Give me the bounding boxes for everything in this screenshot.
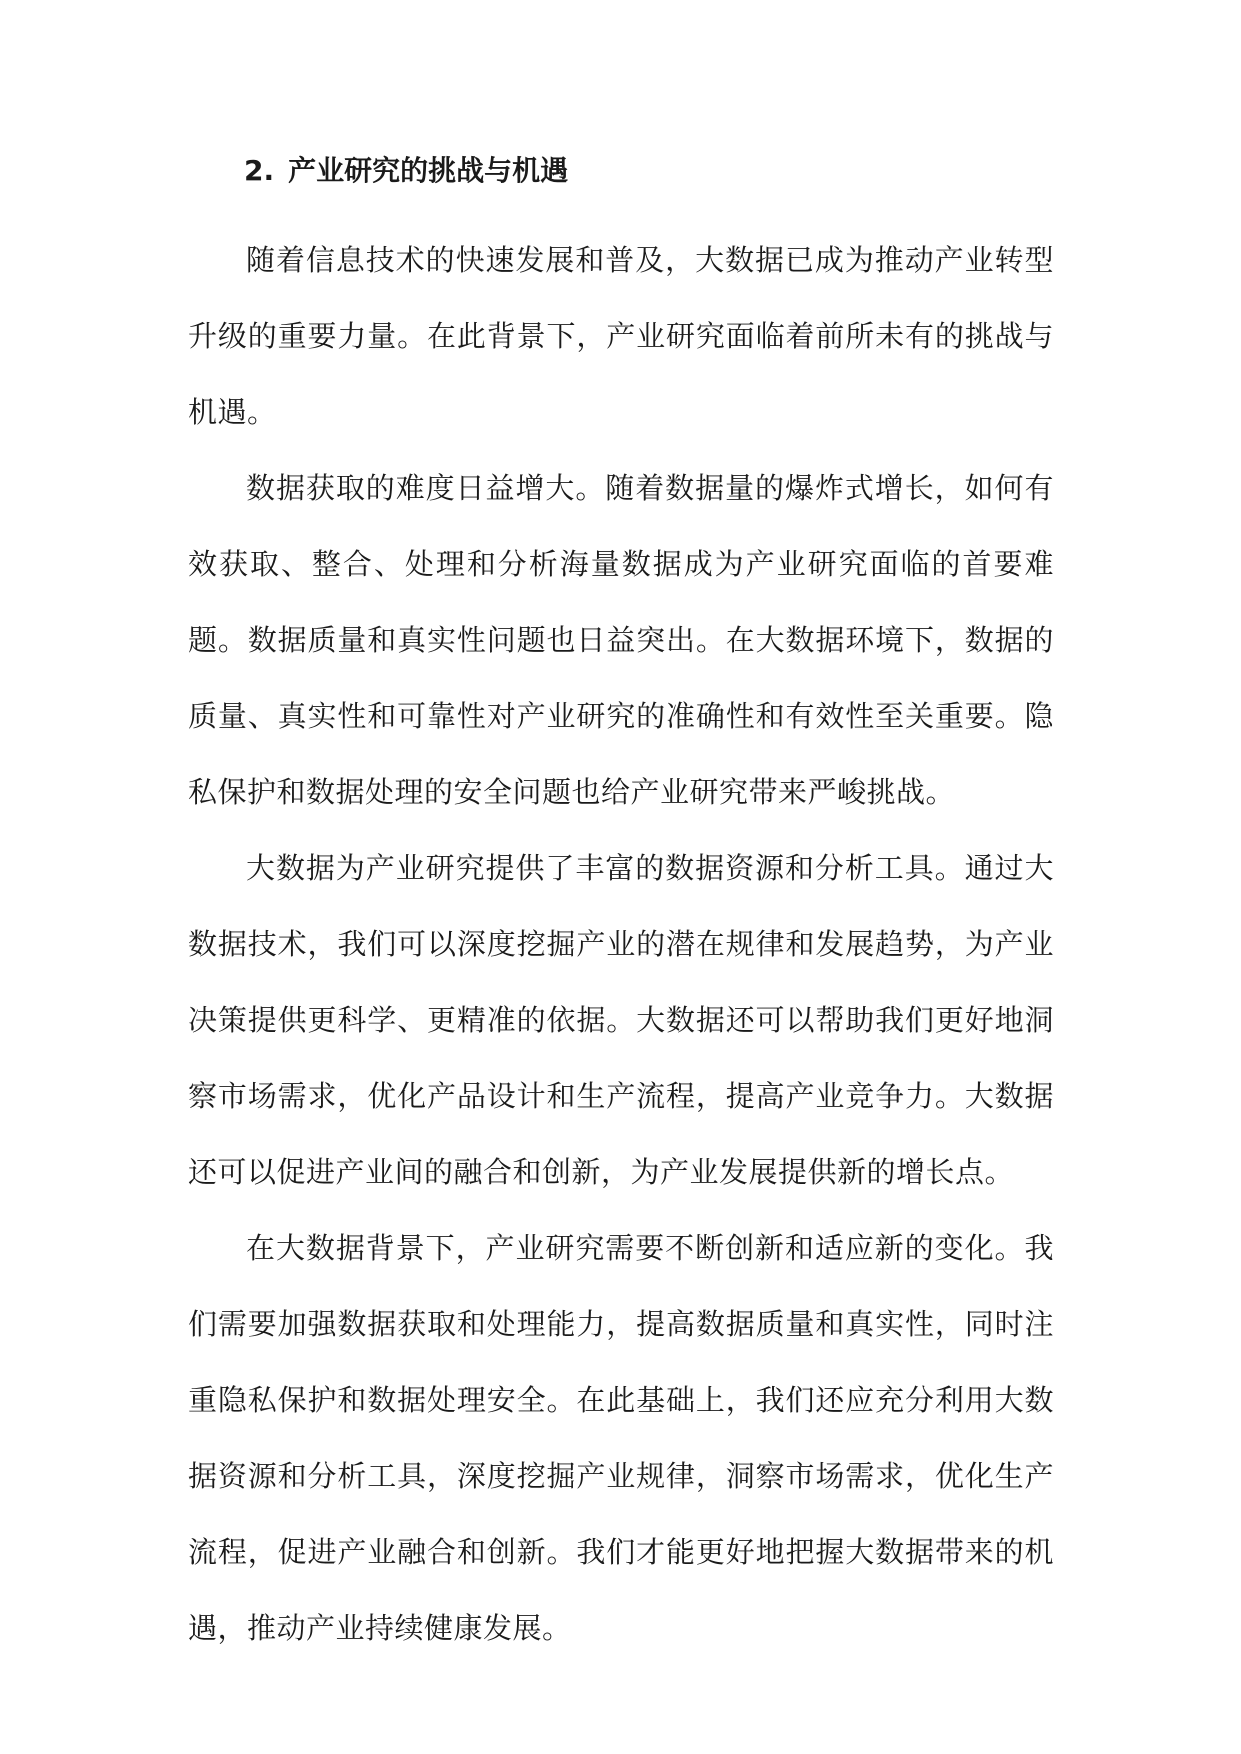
section-title: 产业研究的挑战与机遇 bbox=[288, 154, 569, 187]
paragraph-intro: 随着信息技术的快速发展和普及，大数据已成为推动产业转型升级的重要力量。在此背景下，产业研究面临着前所未有的挑战与机遇。 bbox=[188, 243, 1054, 429]
section-heading bbox=[188, 148, 1054, 194]
paragraph-opportunities: 大数据为产业研究提供了丰富的数据资源和分析工具。通过大数据技术，我们可以深度挖掘产业的潜在规律和发展趋势，为产业决策提供更科学、更精准的依据。大数据还可以帮助我们更好地洞察市场需求，优化产品设计和生产流程，提高产业竞争力。大数据还可以促进产业间的融合和创新，为产业发展提供新的增长点。 bbox=[188, 851, 1054, 1189]
document-page bbox=[188, 148, 1054, 1666]
paragraph-conclusion: 在大数据背景下，产业研究需要不断创新和适应新的变化。我们需要加强数据获取和处理能力，提高数据质量和真实性，同时注重隐私保护和数据处理安全。在此基础上，我们还应充分利用大数据资源和分析工具，深度挖掘产业规律，洞察市场需求，优化生产流程，促进产业融合和创新。我们才能更好地把握大数据带来的机遇，推动产业持续健康发展。 bbox=[188, 1231, 1054, 1645]
section-number: 2. bbox=[244, 154, 275, 187]
paragraph-challenges: 数据获取的难度日益增大。随着数据量的爆炸式增长，如何有效获取、整合、处理和分析海量数据成为产业研究面临的首要难题。数据质量和真实性问题也日益突出。在大数据环境下，数据的质量、真实性和可靠性对产业研究的准确性和有效性至关重要。隐私保护和数据处理的安全问题也给产业研究带来严峻挑战。 bbox=[188, 471, 1054, 809]
